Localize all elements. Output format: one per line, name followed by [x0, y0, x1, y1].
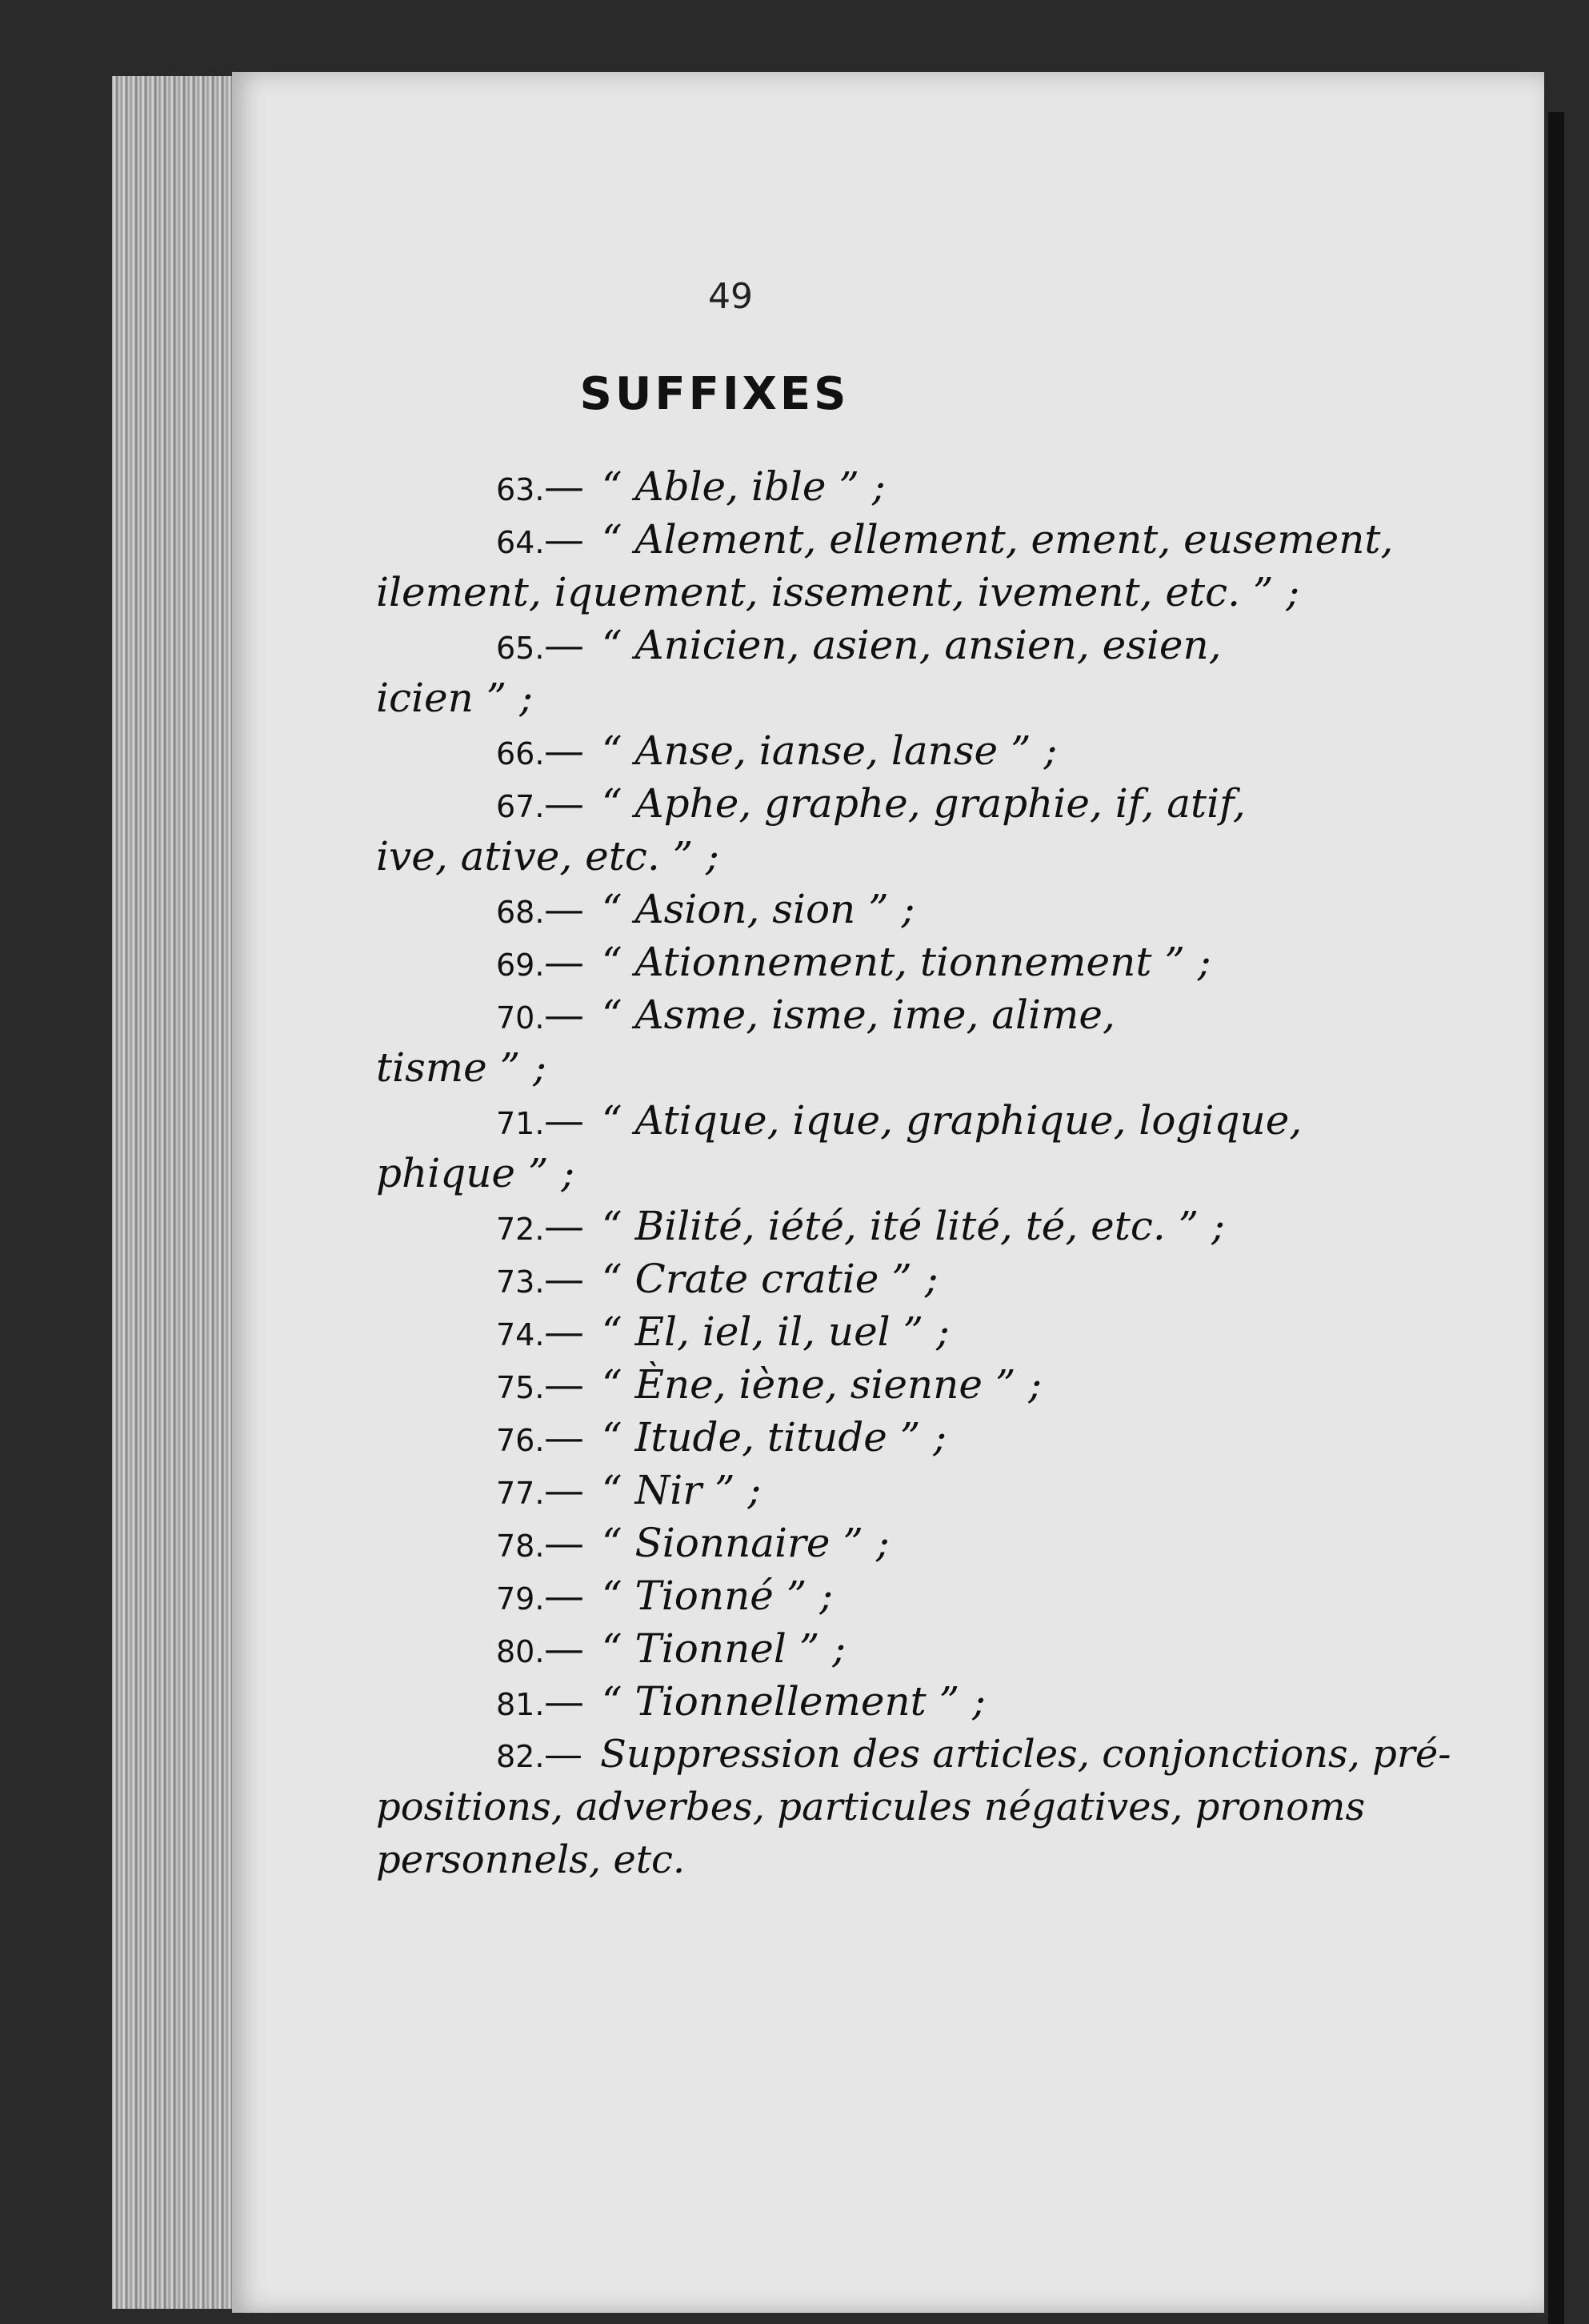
list-item	[376, 936, 1440, 988]
dash: —	[544, 622, 584, 668]
dash: —	[544, 1678, 584, 1725]
dash: —	[544, 1308, 584, 1355]
item-text: ive, ative, etc. ” ;	[376, 833, 719, 880]
list-item	[376, 1517, 1440, 1569]
dash: —	[544, 463, 584, 510]
item-number: 69.	[496, 948, 545, 983]
item-number: 81.	[496, 1687, 545, 1722]
item-number: 79.	[496, 1581, 545, 1617]
book-right-edge	[1548, 112, 1564, 2324]
dash: —	[544, 1467, 584, 1513]
list-item	[376, 460, 1440, 513]
dash: —	[544, 1097, 584, 1144]
item-number: 70.	[496, 1000, 545, 1036]
item-text: “ Alement, ellement, ement, eusement,	[602, 516, 1394, 563]
item-number: 72.	[496, 1212, 545, 1247]
list-item	[376, 883, 1440, 936]
item-text: “ Bilité, iété, ité lité, té, etc. ” ;	[602, 1203, 1225, 1249]
item-number: 68.	[496, 895, 545, 930]
item-text: “ Asme, isme, ime, alime,	[602, 992, 1115, 1038]
dash: —	[544, 1361, 584, 1408]
item-text: “ El, iel, il, uel ” ;	[602, 1308, 950, 1355]
list-item-continuation	[376, 1041, 1440, 1094]
list-item	[376, 1569, 1440, 1622]
dash: —	[544, 780, 584, 827]
page-number: 49	[708, 276, 753, 317]
suffix-list	[376, 460, 1451, 1886]
list-item	[376, 1305, 1440, 1358]
item-number: 63.	[496, 472, 545, 507]
item-text: “ Aphe, graphe, graphie, if, atif,	[602, 780, 1246, 827]
item-text: “ Able, ible ” ;	[602, 463, 886, 510]
item-number: 74.	[496, 1317, 545, 1352]
list-item	[376, 1411, 1440, 1464]
item-text: Suppression des articles, conjonctions, pré-	[600, 1732, 1451, 1777]
list-item	[376, 988, 1440, 1041]
item-text: “ Anicien, asien, ansien, esien,	[602, 622, 1222, 668]
list-item	[376, 619, 1440, 671]
dash: —	[544, 727, 584, 774]
list-item	[376, 724, 1440, 777]
dash: —	[544, 939, 584, 985]
list-item	[376, 1728, 1451, 1781]
item-text: “ Nir ” ;	[602, 1467, 762, 1513]
page-title: SUFFIXES	[579, 368, 850, 420]
item-text: “ Tionnel ” ;	[602, 1625, 847, 1672]
item-number: 64.	[496, 525, 545, 560]
item-text: “ Crate cratie ” ;	[602, 1256, 939, 1302]
dash: —	[544, 1732, 582, 1777]
item-text: “ Itude, titude ” ;	[602, 1414, 947, 1461]
item-text: ilement, iquement, issement, ivement, etc. ” ;	[376, 569, 1300, 615]
list-item	[376, 1622, 1440, 1675]
item-text: positions, adverbes, particules négatives, pronoms	[376, 1785, 1366, 1829]
item-number: 78.	[496, 1529, 545, 1564]
item-text: “ Anse, ianse, lanse ” ;	[602, 727, 1058, 774]
list-item	[376, 1675, 1440, 1728]
item-number: 80.	[496, 1634, 545, 1669]
dash: —	[544, 516, 584, 563]
list-item-continuation	[376, 1833, 1440, 1886]
dash: —	[544, 992, 584, 1038]
list-item-continuation	[376, 1781, 1440, 1833]
list-item-continuation	[376, 1147, 1440, 1200]
item-text: “ Atique, ique, graphique, logique,	[602, 1097, 1303, 1144]
item-text: “ Tionnellement ” ;	[602, 1678, 986, 1725]
item-text: personnels, etc.	[376, 1837, 686, 1882]
item-number: 71.	[496, 1106, 545, 1141]
item-number: 67.	[496, 789, 545, 824]
item-number: 76.	[496, 1423, 545, 1458]
list-item-continuation	[376, 671, 1440, 724]
list-item	[376, 1358, 1440, 1411]
list-item-continuation	[376, 566, 1440, 619]
list-item-continuation	[376, 830, 1440, 883]
item-text: “ Sionnaire ” ;	[602, 1520, 890, 1566]
list-item	[376, 1464, 1440, 1517]
item-text: “ Asion, sion ” ;	[602, 886, 915, 932]
dash: —	[544, 1520, 584, 1566]
item-text: “ Ationnement, tionnement ” ;	[602, 939, 1211, 985]
list-item	[376, 513, 1440, 566]
list-item	[376, 1252, 1440, 1305]
item-text: phique ” ;	[376, 1150, 575, 1196]
item-text: icien ” ;	[376, 675, 533, 721]
list-item	[376, 1200, 1440, 1252]
item-text: “ Ène, iène, sienne ” ;	[602, 1361, 1043, 1408]
dash: —	[544, 1625, 584, 1672]
list-item	[376, 1094, 1440, 1147]
item-number: 73.	[496, 1264, 545, 1300]
dash: —	[544, 1203, 584, 1249]
item-number: 65.	[496, 631, 545, 666]
item-number: 66.	[496, 736, 545, 771]
dash: —	[544, 1414, 584, 1461]
item-number: 82.	[496, 1739, 545, 1774]
item-number: 77.	[496, 1476, 545, 1511]
dash: —	[544, 1256, 584, 1302]
item-number: 75.	[496, 1370, 545, 1405]
list-item	[376, 777, 1440, 830]
item-text: tisme ” ;	[376, 1044, 546, 1091]
dash: —	[544, 1573, 584, 1619]
item-text: “ Tionné ” ;	[602, 1573, 834, 1619]
dash: —	[544, 886, 584, 932]
